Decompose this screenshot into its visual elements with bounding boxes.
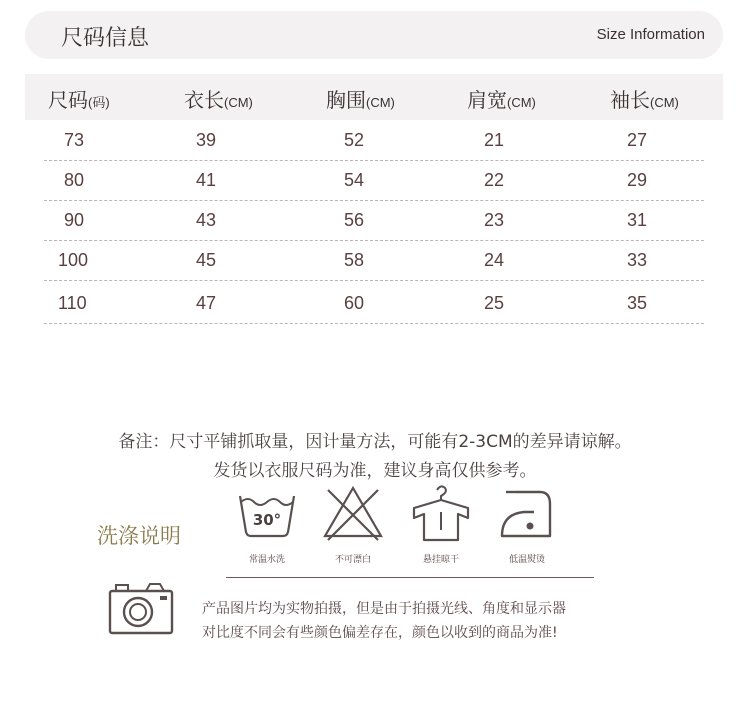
cell-chest: 54	[344, 170, 365, 190]
cell-size: 90	[64, 210, 85, 230]
wash-temp-label: 30°	[252, 511, 282, 529]
column-header-length: 衣长(CM)	[184, 88, 253, 112]
size-note-2: 发货以衣服尺码为准，建议身高仅供参考。	[213, 461, 537, 481]
cell-sleeve: 29	[627, 170, 648, 190]
cell-length: 47	[196, 293, 217, 313]
table-row	[44, 160, 704, 201]
cell-size: 110	[58, 293, 87, 313]
hang-dry-icon	[408, 482, 474, 546]
column-header-sleeve: 袖长(CM)	[610, 88, 679, 112]
cell-chest: 52	[344, 130, 365, 150]
cell-size: 80	[64, 170, 85, 190]
cell-chest: 60	[344, 293, 365, 313]
cell-shoulder: 23	[484, 210, 505, 230]
hang-dry-label: 悬挂晾干	[422, 555, 459, 565]
cell-sleeve: 31	[627, 210, 648, 230]
column-header-size: 尺码(码)	[48, 88, 110, 112]
section-title: 尺码信息	[61, 26, 150, 51]
disclaimer-text-2: 对比度不同会有些颜色偏差存在，颜色以收到的商品为准!	[202, 625, 558, 641]
table-row	[44, 283, 704, 324]
cell-size: 100	[58, 250, 89, 270]
cell-sleeve: 35	[627, 293, 648, 313]
cell-sleeve: 27	[627, 130, 648, 150]
cell-shoulder: 24	[484, 250, 505, 270]
cell-chest: 56	[344, 210, 365, 230]
cell-size: 73	[64, 130, 85, 150]
no-bleach-icon	[320, 482, 386, 546]
table-row	[44, 240, 704, 281]
wash-30-icon	[234, 482, 300, 546]
section-header	[25, 11, 723, 59]
low-iron-icon	[494, 482, 560, 546]
cell-sleeve: 33	[627, 250, 648, 270]
cell-shoulder: 22	[484, 170, 505, 190]
table-row	[44, 200, 704, 241]
cell-length: 43	[196, 210, 217, 230]
no-bleach-label: 不可漂白	[334, 555, 371, 565]
column-header-chest: 胸围(CM)	[326, 88, 395, 112]
washing-title: 洗涤说明	[97, 524, 181, 548]
cell-length: 41	[196, 170, 217, 190]
cell-shoulder: 21	[484, 130, 505, 150]
cell-length: 45	[196, 250, 217, 270]
section-subtitle: Size Information	[596, 26, 705, 43]
column-header-shoulder: 肩宽(CM)	[467, 88, 536, 112]
disclaimer-text: 产品图片均为实物拍摄，但是由于拍摄光线、角度和显示器	[202, 601, 566, 617]
divider	[226, 577, 594, 578]
cell-length: 39	[196, 130, 217, 150]
camera-icon	[108, 581, 174, 635]
low-iron-label: 低温熨烫	[508, 555, 545, 565]
size-note: 备注：尺寸平铺抓取量，因计量方法，可能有2-3CM的差异请谅解。	[118, 432, 632, 452]
cell-shoulder: 25	[484, 293, 505, 313]
table-row	[44, 120, 704, 161]
size-table-header	[25, 74, 723, 120]
wash-label: 常温水洗	[248, 555, 285, 565]
cell-chest: 58	[344, 250, 365, 270]
